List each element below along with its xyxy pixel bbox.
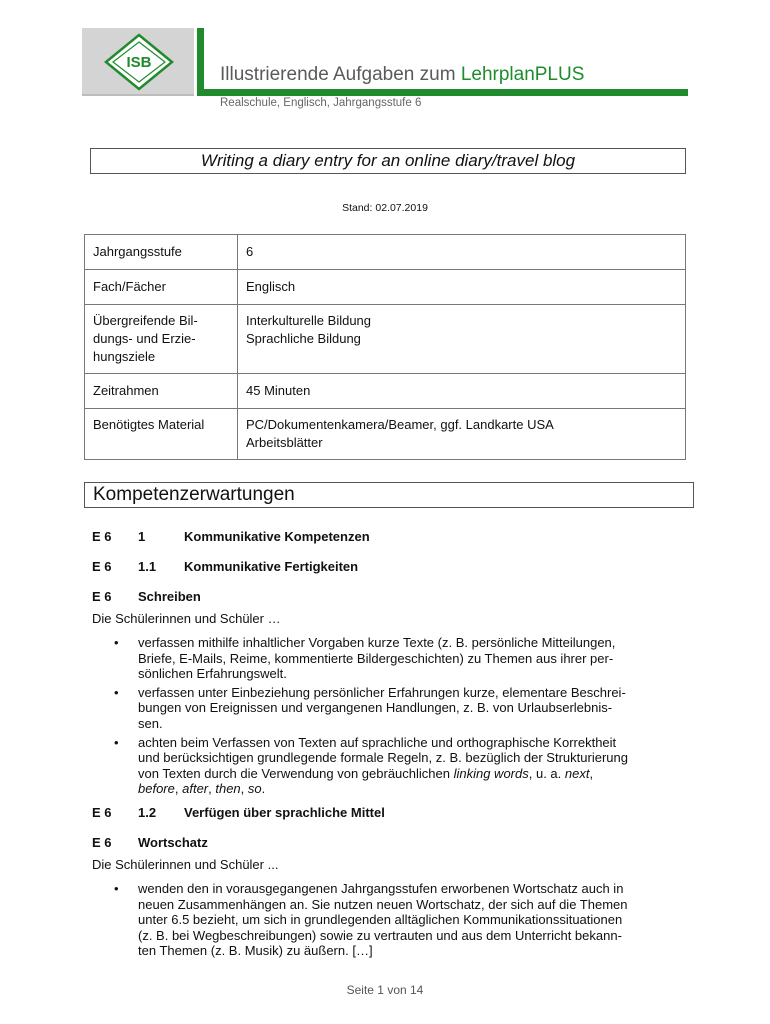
competency-label: Wortschatz <box>138 835 208 850</box>
table-value: Englisch <box>238 270 686 305</box>
intro-text: Die Schülerinnen und Schüler … <box>92 611 281 626</box>
list-text-italic: linking words <box>453 765 529 781</box>
competency-code: E 6 <box>92 805 112 820</box>
list-line <box>138 781 682 797</box>
list-line: • verfassen mithilfe inhaltlicher Vorgaben kurze Texte (z. B. persönliche Mitteilungen, <box>138 635 616 650</box>
logo-underline <box>82 94 194 96</box>
competency-label: Verfügen über sprachliche Mittel <box>184 805 385 820</box>
table-row <box>85 270 686 305</box>
list-text: , <box>208 781 216 797</box>
list-line: Briefe, E-Mails, Reime, kommentierte Bildergeschichten) zu Themen aus ihrer per- <box>138 650 614 666</box>
table-row <box>85 409 686 460</box>
list-line: unter 6.5 bezieht, um sich in grundlegenden alltäglichen Kommunikationssituationen <box>138 912 623 928</box>
series-title <box>220 64 584 86</box>
list-line: und berücksichtigen grundlegende formale Regeln, z. B. bezüglich der Strukturierung <box>138 750 628 766</box>
section-heading: Kompetenzerwartungen <box>84 482 694 508</box>
table-key: Zeitrahmen <box>85 374 238 409</box>
competency-label: Schreiben <box>138 589 201 604</box>
list-line: bungen von Ereignissen und vergangenen Handlungen, z. B. von Urlaubserlebnis- <box>138 700 613 716</box>
list-text-italic: next <box>564 765 590 781</box>
intro-text: Die Schülerinnen und Schüler ... <box>92 857 279 872</box>
list-line: • achten beim Verfassen von Texten auf sprachliche und orthographische Korrektheit <box>138 734 617 750</box>
list-line: • verfassen unter Einbeziehung persönlicher Erfahrungen kurze, elementare Beschrei- <box>138 684 626 700</box>
page-number: Seite 1 von 14 <box>346 983 424 997</box>
table-key: Fach/Fächer <box>85 270 238 305</box>
series-brand: LehrplanPLUS <box>460 64 585 85</box>
logo-text: ISB <box>126 54 152 71</box>
list-item <box>92 685 682 732</box>
stand-date: Stand: 02.07.2019 <box>342 202 428 214</box>
table-value <box>238 409 686 460</box>
list-text-italic: after <box>182 781 209 797</box>
list-item <box>92 635 682 682</box>
competency-code: E 6 <box>92 835 112 850</box>
list-line: sen. <box>138 715 163 731</box>
table-value-line: PC/Dokumentenkamera/Beamer, ggf. Landkarte USA <box>246 417 554 432</box>
table-key <box>85 305 238 374</box>
table-value: 6 <box>238 235 686 270</box>
table-row <box>85 235 686 270</box>
list-line <box>138 766 682 782</box>
subtitle: Realschule, Englisch, Jahrgangsstufe 6 <box>220 97 422 109</box>
list-line: sönlichen Erfahrungswelt. <box>138 666 287 682</box>
competency-number: 1.2 <box>138 805 157 820</box>
bullet-list <box>92 881 682 962</box>
competency-number: 1.1 <box>138 559 157 574</box>
competency-number: 1 <box>138 529 146 544</box>
info-table <box>84 234 686 460</box>
list-line: ten Themen (z. B. Musik) zu äußern. […] <box>138 943 373 959</box>
bullet-list <box>92 635 682 800</box>
table-value-line: Arbeitsblätter <box>246 435 323 450</box>
competency-code: E 6 <box>92 529 112 544</box>
table-key-line: dungs- und Erzie- <box>93 331 196 346</box>
list-text-italic: before <box>138 781 175 797</box>
list-item <box>92 735 682 797</box>
table-key: Jahrgangsstufe <box>85 235 238 270</box>
table-value-line: Sprachliche Bildung <box>246 331 361 346</box>
competency-label: Kommunikative Fertigkeiten <box>184 559 359 574</box>
table-value-line: Interkulturelle Bildung <box>246 313 372 328</box>
table-key-line: Übergreifende Bil- <box>93 313 198 328</box>
brand-vertical-bar <box>197 28 204 96</box>
list-line: • wenden den in vorausgegangenen Jahrgangsstufen erworbenen Wortschatz auch in <box>138 881 624 896</box>
list-line: (z. B. bei Wegbeschreibungen) sowie zu vertrauten und aus dem Unterricht bekann- <box>138 927 622 943</box>
table-key-line: hungsziele <box>93 349 156 364</box>
competency-code: E 6 <box>92 559 112 574</box>
table-value <box>238 305 686 374</box>
list-text: , <box>174 781 183 797</box>
list-text-italic: so <box>247 781 262 797</box>
brand-horizontal-bar <box>197 89 688 96</box>
list-item <box>92 881 682 959</box>
table-value: 45 Minuten <box>238 374 686 409</box>
table-row <box>85 374 686 409</box>
list-line: neuen Zusammenhängen an. Sie nutzen neuen Wortschatz, der sich auf die Themen <box>138 896 628 912</box>
table-row <box>85 305 686 374</box>
series-title-text: Illustrierende Aufgaben zum <box>220 64 461 85</box>
list-text-italic: then <box>215 781 241 797</box>
list-text: , u. a. <box>528 765 565 781</box>
list-text: , <box>240 781 248 797</box>
competency-code: E 6 <box>92 589 112 604</box>
list-text: , <box>589 765 594 781</box>
competency-label: Kommunikative Kompetenzen <box>184 529 370 544</box>
document-title: Writing a diary entry for an online diary/travel blog <box>90 148 686 174</box>
table-key: Benötigtes Material <box>85 409 238 460</box>
list-text: von Texten durch die Verwendung von gebräuchlichen <box>138 765 454 781</box>
list-text: . <box>261 781 266 797</box>
isb-logo <box>104 33 174 91</box>
